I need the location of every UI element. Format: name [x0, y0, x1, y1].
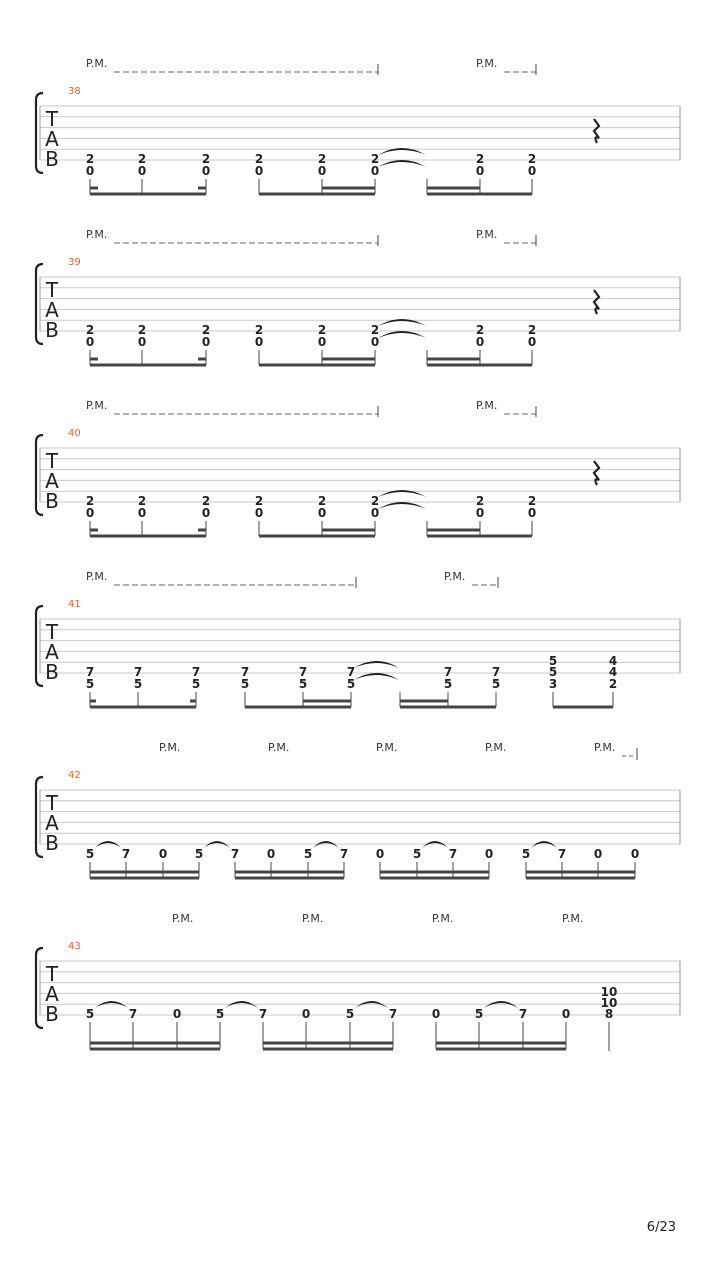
tab-clef-b: B — [45, 831, 59, 855]
fret-number: 2 — [527, 152, 537, 166]
measure-number: 43 — [68, 941, 81, 952]
fret-number: 2 — [85, 152, 95, 166]
fret-number: 0 — [527, 164, 537, 178]
fret-number: 5 — [521, 847, 531, 861]
fret-number: 2 — [201, 152, 211, 166]
measure-number: 39 — [68, 257, 81, 268]
tie-arc — [378, 331, 426, 338]
fret-number: 5 — [240, 677, 250, 691]
fret-number: 0 — [527, 506, 537, 520]
palm-mute-label: P.M. — [476, 228, 498, 241]
fret-number: 2 — [317, 152, 327, 166]
fret-number: 7 — [258, 1007, 268, 1021]
fret-number: 5 — [133, 677, 143, 691]
tab-clef-b: B — [45, 1002, 59, 1026]
fret-number: 3 — [548, 677, 558, 691]
fret-number: 0 — [593, 847, 603, 861]
palm-mute-label: P.M. — [432, 912, 454, 925]
fret-number: 0 — [317, 164, 327, 178]
fret-number: 0 — [137, 164, 147, 178]
palm-mute-label: P.M. — [159, 741, 181, 754]
fret-number: 0 — [201, 506, 211, 520]
fret-number: 5 — [298, 677, 308, 691]
tab-system — [36, 741, 680, 878]
fret-number: 2 — [254, 494, 264, 508]
tab-clef-b: B — [45, 489, 59, 513]
fret-number: 2 — [137, 323, 147, 337]
fret-number: 5 — [346, 677, 356, 691]
fret-number: 2 — [370, 152, 380, 166]
fret-number: 2 — [317, 323, 327, 337]
fret-number: 5 — [548, 654, 558, 668]
page-number: 6/23 — [646, 1220, 676, 1235]
fret-number: 7 — [518, 1007, 528, 1021]
palm-mute-label: P.M. — [476, 57, 498, 70]
fret-number: 7 — [85, 665, 95, 679]
palm-mute-label: P.M. — [562, 912, 584, 925]
palm-mute-label: P.M. — [302, 912, 324, 925]
fret-number: 7 — [339, 847, 349, 861]
fret-number: 4 — [608, 665, 618, 679]
fret-number: 7 — [121, 847, 131, 861]
fret-number: 0 — [375, 847, 385, 861]
tab-clef-t: T — [45, 962, 59, 986]
fret-number: 0 — [85, 506, 95, 520]
tie-arc — [378, 502, 426, 509]
palm-mute-label: P.M. — [476, 399, 498, 412]
tab-clef-b: B — [45, 660, 59, 684]
fret-number: 2 — [475, 323, 485, 337]
palm-mute-label: P.M. — [86, 570, 108, 583]
palm-mute-label: P.M. — [444, 570, 466, 583]
fret-number: 0 — [158, 847, 168, 861]
fret-number: 7 — [388, 1007, 398, 1021]
palm-mute-label: P.M. — [485, 741, 507, 754]
tab-clef-t: T — [45, 107, 59, 131]
fret-number: 2 — [527, 323, 537, 337]
tab-system — [36, 399, 680, 536]
measure-number: 40 — [68, 428, 81, 439]
fret-number: 5 — [443, 677, 453, 691]
fret-number: 7 — [230, 847, 240, 861]
fret-number: 5 — [85, 677, 95, 691]
fret-number: 0 — [475, 506, 485, 520]
fret-number: 0 — [201, 164, 211, 178]
tab-clef-a: A — [45, 811, 59, 835]
fret-number: 0 — [527, 335, 537, 349]
fret-number: 2 — [201, 494, 211, 508]
fret-number: 2 — [527, 494, 537, 508]
palm-mute-label: P.M. — [376, 741, 398, 754]
tie-arc — [354, 673, 399, 680]
quarter-rest — [594, 290, 599, 314]
fret-number: 7 — [240, 665, 250, 679]
measure-number: 38 — [68, 86, 81, 97]
fret-number: 5 — [215, 1007, 225, 1021]
fret-number: 7 — [298, 665, 308, 679]
fret-number: 5 — [548, 665, 558, 679]
fret-number: 2 — [254, 152, 264, 166]
fret-number: 2 — [85, 494, 95, 508]
tab-system — [36, 912, 680, 1051]
fret-number: 7 — [448, 847, 458, 861]
fret-number: 0 — [475, 335, 485, 349]
fret-number: 4 — [608, 654, 618, 668]
fret-number: 2 — [608, 677, 618, 691]
palm-mute-label: P.M. — [268, 741, 290, 754]
tab-clef-t: T — [45, 278, 59, 302]
fret-number: 10 — [600, 985, 618, 999]
palm-mute-label: P.M. — [86, 228, 108, 241]
tab-clef-b: B — [45, 318, 59, 342]
tab-clef-a: A — [45, 982, 59, 1006]
fret-number: 0 — [370, 335, 380, 349]
fret-number: 7 — [128, 1007, 138, 1021]
fret-number: 5 — [194, 847, 204, 861]
fret-number: 0 — [137, 335, 147, 349]
fret-number: 0 — [85, 164, 95, 178]
fret-number: 2 — [254, 323, 264, 337]
fret-number: 0 — [254, 506, 264, 520]
fret-number: 7 — [443, 665, 453, 679]
fret-number: 5 — [345, 1007, 355, 1021]
fret-number: 2 — [370, 323, 380, 337]
fret-number: 8 — [604, 1007, 614, 1021]
fret-number: 2 — [475, 152, 485, 166]
fret-number: 0 — [254, 335, 264, 349]
tab-system — [36, 57, 680, 194]
tab-clef-a: A — [45, 127, 59, 151]
fret-number: 0 — [475, 164, 485, 178]
quarter-rest — [594, 461, 599, 485]
measure-number: 42 — [68, 770, 81, 781]
palm-mute-label: P.M. — [594, 741, 616, 754]
fret-number: 5 — [491, 677, 501, 691]
tab-clef-a: A — [45, 640, 59, 664]
fret-number: 0 — [484, 847, 494, 861]
tab-system — [36, 228, 680, 365]
fret-number: 5 — [412, 847, 422, 861]
fret-number: 5 — [85, 1007, 95, 1021]
fret-number: 2 — [137, 494, 147, 508]
fret-number: 7 — [557, 847, 567, 861]
tab-clef-t: T — [45, 791, 59, 815]
tab-clef-t: T — [45, 449, 59, 473]
fret-number: 5 — [85, 847, 95, 861]
fret-number: 0 — [317, 506, 327, 520]
fret-number: 0 — [561, 1007, 571, 1021]
fret-number: 0 — [301, 1007, 311, 1021]
fret-number: 0 — [85, 335, 95, 349]
fret-number: 10 — [600, 996, 618, 1010]
fret-number: 2 — [317, 494, 327, 508]
tie-arc — [378, 160, 426, 167]
fret-number: 5 — [474, 1007, 484, 1021]
fret-number: 0 — [317, 335, 327, 349]
tab-clef-a: A — [45, 469, 59, 493]
fret-number: 7 — [133, 665, 143, 679]
fret-number: 0 — [201, 335, 211, 349]
fret-number: 7 — [191, 665, 201, 679]
measure-number: 41 — [68, 599, 81, 610]
fret-number: 0 — [266, 847, 276, 861]
fret-number: 0 — [431, 1007, 441, 1021]
fret-number: 2 — [370, 494, 380, 508]
tab-clef-b: B — [45, 147, 59, 171]
tab-clef-a: A — [45, 298, 59, 322]
fret-number: 7 — [491, 665, 501, 679]
fret-number: 2 — [475, 494, 485, 508]
fret-number: 2 — [137, 152, 147, 166]
fret-number: 0 — [370, 164, 380, 178]
tab-system — [36, 570, 680, 707]
palm-mute-label: P.M. — [86, 57, 108, 70]
tab-clef-t: T — [45, 620, 59, 644]
palm-mute-label: P.M. — [86, 399, 108, 412]
fret-number: 2 — [201, 323, 211, 337]
fret-number: 5 — [191, 677, 201, 691]
fret-number: 0 — [172, 1007, 182, 1021]
palm-mute-label: P.M. — [172, 912, 194, 925]
fret-number: 0 — [137, 506, 147, 520]
fret-number: 2 — [85, 323, 95, 337]
fret-number: 0 — [370, 506, 380, 520]
fret-number: 7 — [346, 665, 356, 679]
quarter-rest — [594, 119, 599, 143]
fret-number: 0 — [254, 164, 264, 178]
fret-number: 0 — [630, 847, 640, 861]
fret-number: 5 — [303, 847, 313, 861]
